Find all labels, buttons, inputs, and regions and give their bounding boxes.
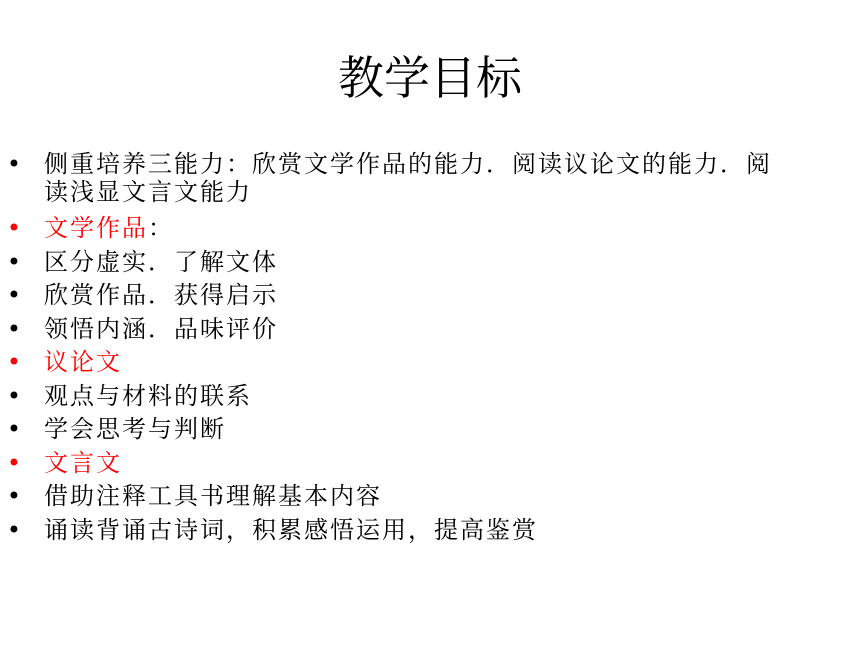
objective-text: 观点与材料的联系 [44, 381, 252, 410]
objective-item [0, 380, 860, 412]
bullet-icon: • [6, 348, 24, 376]
bullet-icon: • [6, 281, 24, 309]
bullet-icon: • [6, 415, 24, 443]
objective-item-overview [0, 150, 860, 206]
bullet-icon: • [6, 482, 24, 510]
objective-item [0, 313, 860, 345]
objective-text: 欣赏作品．获得启示 [44, 281, 278, 309]
objective-text: 借助注释工具书理解基本内容 [44, 482, 382, 510]
section-heading-colon: ： [148, 214, 174, 242]
bullet-icon: • [6, 214, 24, 242]
objective-item [0, 279, 860, 311]
bullet-icon: • [6, 515, 24, 544]
bullet-icon: • [6, 150, 24, 178]
slide-title: 教学目标 [338, 51, 522, 105]
section-heading-text: 议论文 [44, 348, 122, 376]
bullet-icon: • [6, 314, 24, 343]
bullet-icon: • [6, 247, 24, 276]
objectives-list [0, 150, 860, 547]
objective-item [0, 413, 860, 445]
objective-item [0, 514, 860, 546]
bullet-icon: • [6, 381, 24, 410]
section-heading-literature [0, 212, 860, 244]
objective-text: 领悟内涵．品味评价 [44, 314, 278, 343]
section-heading-classical-chinese [0, 447, 860, 479]
section-heading-text: 文言文 [44, 448, 122, 477]
objective-text: 学会思考与判断 [44, 415, 226, 443]
section-heading-text: 文学作品 [44, 214, 148, 242]
objective-text: 区分虚实．了解文体 [44, 247, 278, 276]
bullet-icon: • [6, 448, 24, 477]
objective-item [0, 480, 860, 512]
objective-item [0, 246, 860, 278]
section-heading-argumentative [0, 346, 860, 378]
objective-text: 诵读背诵古诗词，积累感悟运用，提高鉴赏 [44, 515, 538, 544]
objective-text: 侧重培养三能力：欣赏文学作品的能力．阅读议论文的能力．阅读浅显文言文能力 [44, 150, 772, 206]
